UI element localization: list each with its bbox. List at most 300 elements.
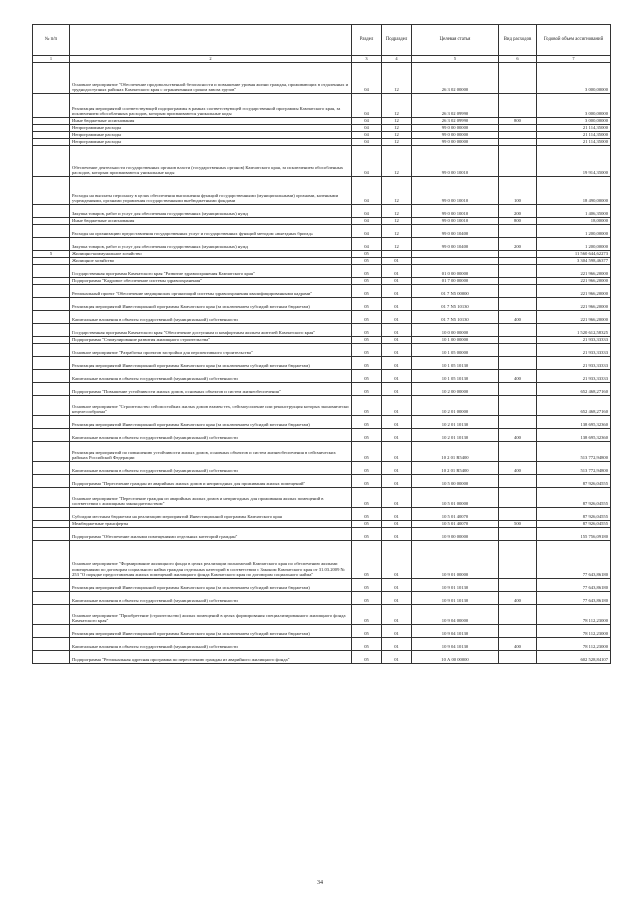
row-expense-type: 400 — [499, 370, 537, 383]
row-name: Основное мероприятие "Приобретение (строительство) жилых помещений в целях формирования специализированного жилищного фонда Камчатского края" — [70, 605, 352, 625]
row-subsection: 12 — [382, 63, 412, 94]
row-section: 05 — [352, 311, 382, 324]
row-index — [33, 132, 70, 139]
row-sum: 18,00000 — [537, 218, 611, 225]
row-expense-type — [499, 132, 537, 139]
table-row — [33, 383, 611, 396]
row-name: Подпрограмма "Переселение граждан из аварийных жилых домов и непригодных для проживания жилых помещений" — [70, 475, 352, 488]
row-article — [412, 251, 499, 258]
row-article: 10 5 00 00000 — [412, 475, 499, 488]
row-section: 05 — [352, 475, 382, 488]
row-article: 01 7 N5 10130 — [412, 298, 499, 311]
row-index — [33, 396, 70, 416]
row-index — [33, 416, 70, 429]
row-article — [412, 258, 499, 265]
row-index — [33, 488, 70, 508]
row-article: 26 3 02 00000 — [412, 63, 499, 94]
row-name: Реализация мероприятий Инвестиционной программы Камчатского края (за исключением субсидий местным бюджетам) — [70, 416, 352, 429]
row-name: Капитальные вложения в объекты государственной (муниципальной) собственности — [70, 429, 352, 442]
row-article: 10 А 00 00000 — [412, 651, 499, 664]
row-section: 05 — [352, 429, 382, 442]
row-section: 05 — [352, 396, 382, 416]
row-sum: 87 926,04555 — [537, 488, 611, 508]
row-name: Основное мероприятие "Строительство сейсмостойких жилых домов взамен тех, сейсмоусиление или реконструкция которых экономически нецелесообразна" — [70, 396, 352, 416]
row-article: 10 9 00 00000 — [412, 528, 499, 541]
row-subsection: 01 — [382, 285, 412, 298]
row-subsection: 01 — [382, 396, 412, 416]
row-name: Подпрограмма "Стимулирование развития жилищного строительства" — [70, 337, 352, 344]
table-row — [33, 218, 611, 225]
row-sum: 513 772,94800 — [537, 462, 611, 475]
row-index — [33, 177, 70, 205]
row-article: 10 5 01 00000 — [412, 488, 499, 508]
row-article: 10 2 00 00000 — [412, 383, 499, 396]
row-expense-type: 400 — [499, 429, 537, 442]
row-sum: 138 695,32360 — [537, 416, 611, 429]
header-annual-sum: Годовой объем ассигнований — [537, 25, 611, 56]
table-row — [33, 285, 611, 298]
table-row — [33, 592, 611, 605]
row-name: Подпрограмма "Повышение устойчивости жилых домов, основных объектов и систем жизнеобеспечения" — [70, 383, 352, 396]
row-expense-type — [499, 251, 537, 258]
table-row — [33, 521, 611, 528]
row-index — [33, 541, 70, 579]
row-index — [33, 370, 70, 383]
row-index — [33, 139, 70, 146]
row-index — [33, 528, 70, 541]
column-numbers-row — [33, 56, 611, 63]
row-index — [33, 625, 70, 638]
row-index — [33, 265, 70, 278]
row-section: 04 — [352, 125, 382, 132]
row-expense-type — [499, 265, 537, 278]
row-sum: 1 200,00000 — [537, 238, 611, 251]
row-expense-type — [499, 579, 537, 592]
table-row — [33, 605, 611, 625]
row-subsection: 01 — [382, 638, 412, 651]
row-sum: 87 926,04555 — [537, 521, 611, 528]
row-expense-type — [499, 605, 537, 625]
row-article: 99 0 00 00000 — [412, 132, 499, 139]
row-subsection: 01 — [382, 429, 412, 442]
row-section: 04 — [352, 205, 382, 218]
row-index — [33, 118, 70, 125]
row-sum: 21 114,35000 — [537, 139, 611, 146]
row-section: 04 — [352, 139, 382, 146]
row-index — [33, 311, 70, 324]
row-subsection: 12 — [382, 146, 412, 177]
row-article: 01 7 00 00000 — [412, 278, 499, 285]
row-article: 99 0 00 10400 — [412, 238, 499, 251]
row-subsection: 12 — [382, 177, 412, 205]
row-name: Подпрограмма "Кадровое обеспечение системы здравоохранения" — [70, 278, 352, 285]
row-section: 05 — [352, 265, 382, 278]
row-article: 10 9 04 10130 — [412, 625, 499, 638]
table-row — [33, 205, 611, 218]
row-article: 01 7 N5 10130 — [412, 311, 499, 324]
row-name: Реализация мероприятий по повышению устойчивости жилых домов, основных объектов и систем жизнеобеспечения в сейсмических районах Российской Федерации — [70, 442, 352, 462]
row-article: 99 0 00 10010 — [412, 146, 499, 177]
row-name: Основное мероприятие "Обеспечение продовольственной безопасности и повышение уровня жизни граждан, проживающих в отдаленных и труднодоступных районах Камчатского края с ограниченным сроком завоза грузов" — [70, 63, 352, 94]
row-sum: 513 772,94800 — [537, 442, 611, 462]
row-sum: 21 114,35000 — [537, 125, 611, 132]
row-subsection: 01 — [382, 462, 412, 475]
row-section: 05 — [352, 337, 382, 344]
row-section: 04 — [352, 94, 382, 118]
row-subsection: 01 — [382, 416, 412, 429]
row-expense-type: 400 — [499, 592, 537, 605]
row-subsection: 01 — [382, 311, 412, 324]
row-expense-type — [499, 285, 537, 298]
row-name: Региональный проект "Обеспечение медицинских организаций системы здравоохранения квалифицированными кадрами" — [70, 285, 352, 298]
row-name: Реализация мероприятий Инвестиционной программы Камчатского края (за исключением субсидий местным бюджетам) — [70, 357, 352, 370]
row-expense-type — [499, 416, 537, 429]
row-article: 10 5 01 40070 — [412, 508, 499, 521]
row-name: Расходы на организацию предоставления государственных услуг и государственных функций методом «выездных бригад» — [70, 225, 352, 238]
row-section: 05 — [352, 298, 382, 311]
row-section: 04 — [352, 132, 382, 139]
row-section: 05 — [352, 488, 382, 508]
row-expense-type: 500 — [499, 521, 537, 528]
row-index — [33, 508, 70, 521]
row-sum: 221 966,20000 — [537, 285, 611, 298]
column-number: 5 — [412, 56, 499, 63]
row-subsection: 12 — [382, 225, 412, 238]
table-row — [33, 311, 611, 324]
row-subsection: 01 — [382, 521, 412, 528]
row-subsection: 01 — [382, 278, 412, 285]
row-name: Жилищное хозяйство — [70, 258, 352, 265]
row-section: 05 — [352, 416, 382, 429]
row-article: 10 2 01 10130 — [412, 429, 499, 442]
row-article: 26 3 02 09990 — [412, 118, 499, 125]
row-index — [33, 146, 70, 177]
row-expense-type: 400 — [499, 311, 537, 324]
row-subsection: 01 — [382, 488, 412, 508]
row-index — [33, 285, 70, 298]
row-sum: 78 112,23000 — [537, 638, 611, 651]
header-subsection: Подраздел — [382, 25, 412, 56]
table-row — [33, 344, 611, 357]
column-number: 4 — [382, 56, 412, 63]
row-section: 04 — [352, 225, 382, 238]
row-name: Капитальные вложения в объекты государственной (муниципальной) собственности — [70, 311, 352, 324]
row-expense-type — [499, 442, 537, 462]
row-name: Субсидии местным бюджетам на реализацию мероприятий Инвестиционной программы Камчатского края — [70, 508, 352, 521]
row-section: 05 — [352, 462, 382, 475]
row-name: Государственная программа Камчатского края "Обеспечение доступным и комфортным жильем жителей Камчатского края" — [70, 324, 352, 337]
row-article: 10 5 01 40070 — [412, 521, 499, 528]
row-subsection: 12 — [382, 139, 412, 146]
row-section: 04 — [352, 177, 382, 205]
row-subsection: 01 — [382, 324, 412, 337]
row-sum: 221 966,20000 — [537, 278, 611, 285]
row-subsection: 01 — [382, 528, 412, 541]
table-row — [33, 462, 611, 475]
row-sum: 1 406,35000 — [537, 205, 611, 218]
row-sum: 87 926,04555 — [537, 508, 611, 521]
row-article: 99 0 00 10400 — [412, 225, 499, 238]
row-index — [33, 429, 70, 442]
row-name: Подпрограмма "Региональная адресная программа по переселению граждан из аварийного жилищного фонда" — [70, 651, 352, 664]
row-subsection: 01 — [382, 298, 412, 311]
row-sum: 1 200,00000 — [537, 225, 611, 238]
row-subsection: 01 — [382, 579, 412, 592]
row-expense-type: 800 — [499, 118, 537, 125]
row-name: Капитальные вложения в объекты государственной (муниципальной) собственности — [70, 638, 352, 651]
row-name: Иные бюджетные ассигнования — [70, 218, 352, 225]
table-row — [33, 146, 611, 177]
row-index — [33, 125, 70, 132]
row-sum: 77 643,86180 — [537, 592, 611, 605]
table-row — [33, 238, 611, 251]
row-index — [33, 605, 70, 625]
row-sum: 3 000,00000 — [537, 118, 611, 125]
row-section: 05 — [352, 344, 382, 357]
row-name: Капитальные вложения в объекты государственной (муниципальной) собственности — [70, 592, 352, 605]
table-row — [33, 298, 611, 311]
row-name: Иные бюджетные ассигнования — [70, 118, 352, 125]
row-section: 05 — [352, 651, 382, 664]
header-index: № п/п — [33, 25, 70, 56]
row-subsection — [382, 251, 412, 258]
row-subsection: 01 — [382, 344, 412, 357]
row-index — [33, 337, 70, 344]
row-sum: 78 112,23000 — [537, 605, 611, 625]
row-index — [33, 324, 70, 337]
row-name: Реализация мероприятий Инвестиционной программы Камчатского края (за исключением субсидий местным бюджетам) — [70, 298, 352, 311]
row-sum: 21 114,35000 — [537, 132, 611, 139]
row-article: 99 0 00 00000 — [412, 139, 499, 146]
row-section: 05 — [352, 251, 382, 258]
row-section: 05 — [352, 625, 382, 638]
row-expense-type — [499, 258, 537, 265]
header-section: Раздел — [352, 25, 382, 56]
row-expense-type: 800 — [499, 218, 537, 225]
row-section: 04 — [352, 238, 382, 251]
row-article: 10 9 04 10130 — [412, 638, 499, 651]
row-article: 99 0 00 10010 — [412, 177, 499, 205]
table-row — [33, 416, 611, 429]
row-section: 05 — [352, 592, 382, 605]
row-sum: 21 933,33333 — [537, 370, 611, 383]
row-section: 05 — [352, 370, 382, 383]
table-row — [33, 258, 611, 265]
row-name: Подпрограмма "Обеспечение жилыми помещениями отдельных категорий граждан" — [70, 528, 352, 541]
row-subsection: 01 — [382, 265, 412, 278]
row-section: 04 — [352, 63, 382, 94]
row-subsection: 01 — [382, 625, 412, 638]
row-index — [33, 278, 70, 285]
row-name: Межбюджетные трансферты — [70, 521, 352, 528]
table-row — [33, 125, 611, 132]
row-subsection: 01 — [382, 592, 412, 605]
row-expense-type — [499, 541, 537, 579]
row-expense-type: 200 — [499, 238, 537, 251]
row-subsection: 01 — [382, 337, 412, 344]
row-article: 99 0 00 00000 — [412, 125, 499, 132]
table-row — [33, 429, 611, 442]
row-name: Непрограммные расходы — [70, 132, 352, 139]
row-section: 04 — [352, 118, 382, 125]
row-expense-type — [499, 63, 537, 94]
row-sum: 221 966,20000 — [537, 311, 611, 324]
row-expense-type — [499, 94, 537, 118]
row-subsection: 01 — [382, 605, 412, 625]
row-name: Капитальные вложения в объекты государственной (муниципальной) собственности — [70, 462, 352, 475]
row-subsection: 12 — [382, 238, 412, 251]
row-expense-type — [499, 508, 537, 521]
row-expense-type — [499, 278, 537, 285]
row-article: 10 1 05 00000 — [412, 344, 499, 357]
page-number: 34 — [317, 880, 323, 886]
row-expense-type: 100 — [499, 177, 537, 205]
row-name: Обеспечение деятельности государственных органов власти (государственных органов) Камчатского края, за исключением обособленных расходов, которым присваиваются уникальные коды — [70, 146, 352, 177]
row-section: 05 — [352, 285, 382, 298]
row-expense-type — [499, 651, 537, 664]
row-index — [33, 442, 70, 462]
row-subsection: 12 — [382, 118, 412, 125]
row-index — [33, 475, 70, 488]
table-row — [33, 396, 611, 416]
row-sum: 221 966,20000 — [537, 298, 611, 311]
row-subsection: 01 — [382, 357, 412, 370]
row-name: Непрограммные расходы — [70, 139, 352, 146]
row-sum: 602 528,84107 — [537, 651, 611, 664]
row-expense-type — [499, 298, 537, 311]
row-subsection: 01 — [382, 541, 412, 579]
row-name: Основное мероприятие "Формирование жилищного фонда в целях реализации полномочий Камчатского края по обеспечению жилыми помещениями по договорам социального найма граждан отдельных категорий в соответствии с Законом Камчатского края от 31.03.2009 № 253 "О порядке предоставления жилых помещений жилищного фонда Камчатского края по договорам социального найма" — [70, 541, 352, 579]
table-row — [33, 370, 611, 383]
table-row — [33, 132, 611, 139]
row-subsection: 12 — [382, 132, 412, 139]
row-article: 99 0 00 10010 — [412, 218, 499, 225]
row-article: 10 2 01 10130 — [412, 416, 499, 429]
row-name: Реализация мероприятий соответствующей подпрограммы в рамках соответствующей государственной программы Камчатского края, за исключением обособленных расходов, которым присваиваются уникальные коды — [70, 94, 352, 118]
table-row — [33, 225, 611, 238]
row-article: 10 2 01 00000 — [412, 396, 499, 416]
table-row — [33, 139, 611, 146]
row-index — [33, 383, 70, 396]
row-subsection: 12 — [382, 125, 412, 132]
row-index — [33, 205, 70, 218]
row-sum: 77 643,86180 — [537, 541, 611, 579]
row-sum: 77 643,86180 — [537, 579, 611, 592]
row-expense-type — [499, 528, 537, 541]
column-number: 6 — [499, 56, 537, 63]
row-index — [33, 218, 70, 225]
row-section: 04 — [352, 146, 382, 177]
table-row — [33, 475, 611, 488]
row-index — [33, 344, 70, 357]
row-subsection: 01 — [382, 475, 412, 488]
row-expense-type — [499, 357, 537, 370]
table-row — [33, 63, 611, 94]
row-sum: 19 914,35000 — [537, 146, 611, 177]
row-subsection: 01 — [382, 508, 412, 521]
row-subsection: 12 — [382, 205, 412, 218]
table-header — [33, 25, 611, 63]
table-row — [33, 94, 611, 118]
table-row — [33, 528, 611, 541]
row-section: 05 — [352, 521, 382, 528]
row-subsection: 01 — [382, 370, 412, 383]
row-index — [33, 651, 70, 664]
row-index — [33, 63, 70, 94]
row-sum: 652 468,27160 — [537, 396, 611, 416]
row-section: 05 — [352, 258, 382, 265]
budget-table — [32, 24, 611, 664]
row-subsection: 01 — [382, 383, 412, 396]
row-name: Реализация мероприятий Инвестиционной программы Камчатского края (за исключением субсидий местным бюджетам) — [70, 625, 352, 638]
table-row — [33, 442, 611, 462]
row-name: Основное мероприятие "Разработка проектов застройки для перспективного строительства" — [70, 344, 352, 357]
table-row — [33, 251, 611, 258]
table-row — [33, 638, 611, 651]
row-sum: 21 933,33333 — [537, 357, 611, 370]
header-article: Целевая статья — [412, 25, 499, 56]
row-index — [33, 357, 70, 370]
row-sum: 3 000,00000 — [537, 63, 611, 94]
row-article: 26 3 02 09990 — [412, 94, 499, 118]
row-article: 10 9 01 00000 — [412, 541, 499, 579]
row-section: 05 — [352, 579, 382, 592]
row-article: 10 2 01 R5400 — [412, 462, 499, 475]
row-sum: 21 933,33333 — [537, 344, 611, 357]
row-name: Государственная программа Камчатского края "Развитие здравоохранения Камчатского края" — [70, 265, 352, 278]
row-section: 05 — [352, 508, 382, 521]
row-sum: 87 926,04555 — [537, 475, 611, 488]
row-expense-type: 200 — [499, 205, 537, 218]
row-article: 10 9 01 10130 — [412, 579, 499, 592]
row-article: 10 9 04 00000 — [412, 605, 499, 625]
row-expense-type — [499, 475, 537, 488]
table-row — [33, 651, 611, 664]
row-sum: 3 304 598,46377 — [537, 258, 611, 265]
table-row — [33, 488, 611, 508]
row-sum: 78 112,23000 — [537, 625, 611, 638]
row-name: Непрограммные расходы — [70, 125, 352, 132]
row-article: 10 0 00 00000 — [412, 324, 499, 337]
table-row — [33, 541, 611, 579]
row-index — [33, 462, 70, 475]
table-row — [33, 265, 611, 278]
row-sum: 138 695,32360 — [537, 429, 611, 442]
table-row — [33, 278, 611, 285]
row-index — [33, 579, 70, 592]
row-section: 05 — [352, 357, 382, 370]
table-row — [33, 625, 611, 638]
row-article: 10 1 05 10130 — [412, 357, 499, 370]
row-section: 05 — [352, 278, 382, 285]
table-row — [33, 337, 611, 344]
row-sum: 18 490,00000 — [537, 177, 611, 205]
row-index — [33, 298, 70, 311]
row-index — [33, 238, 70, 251]
row-expense-type — [499, 625, 537, 638]
column-number: 2 — [70, 56, 352, 63]
row-expense-type — [499, 383, 537, 396]
row-article: 99 0 00 10010 — [412, 205, 499, 218]
row-subsection: 01 — [382, 442, 412, 462]
row-name: Капитальные вложения в объекты государственной (муниципальной) собственности — [70, 370, 352, 383]
row-section: 05 — [352, 605, 382, 625]
row-sum: 21 933,33333 — [537, 337, 611, 344]
row-sum: 11 560 644,62273 — [537, 251, 611, 258]
row-sum: 3 000,00000 — [537, 94, 611, 118]
row-article: 10 9 01 10130 — [412, 592, 499, 605]
table-row — [33, 508, 611, 521]
